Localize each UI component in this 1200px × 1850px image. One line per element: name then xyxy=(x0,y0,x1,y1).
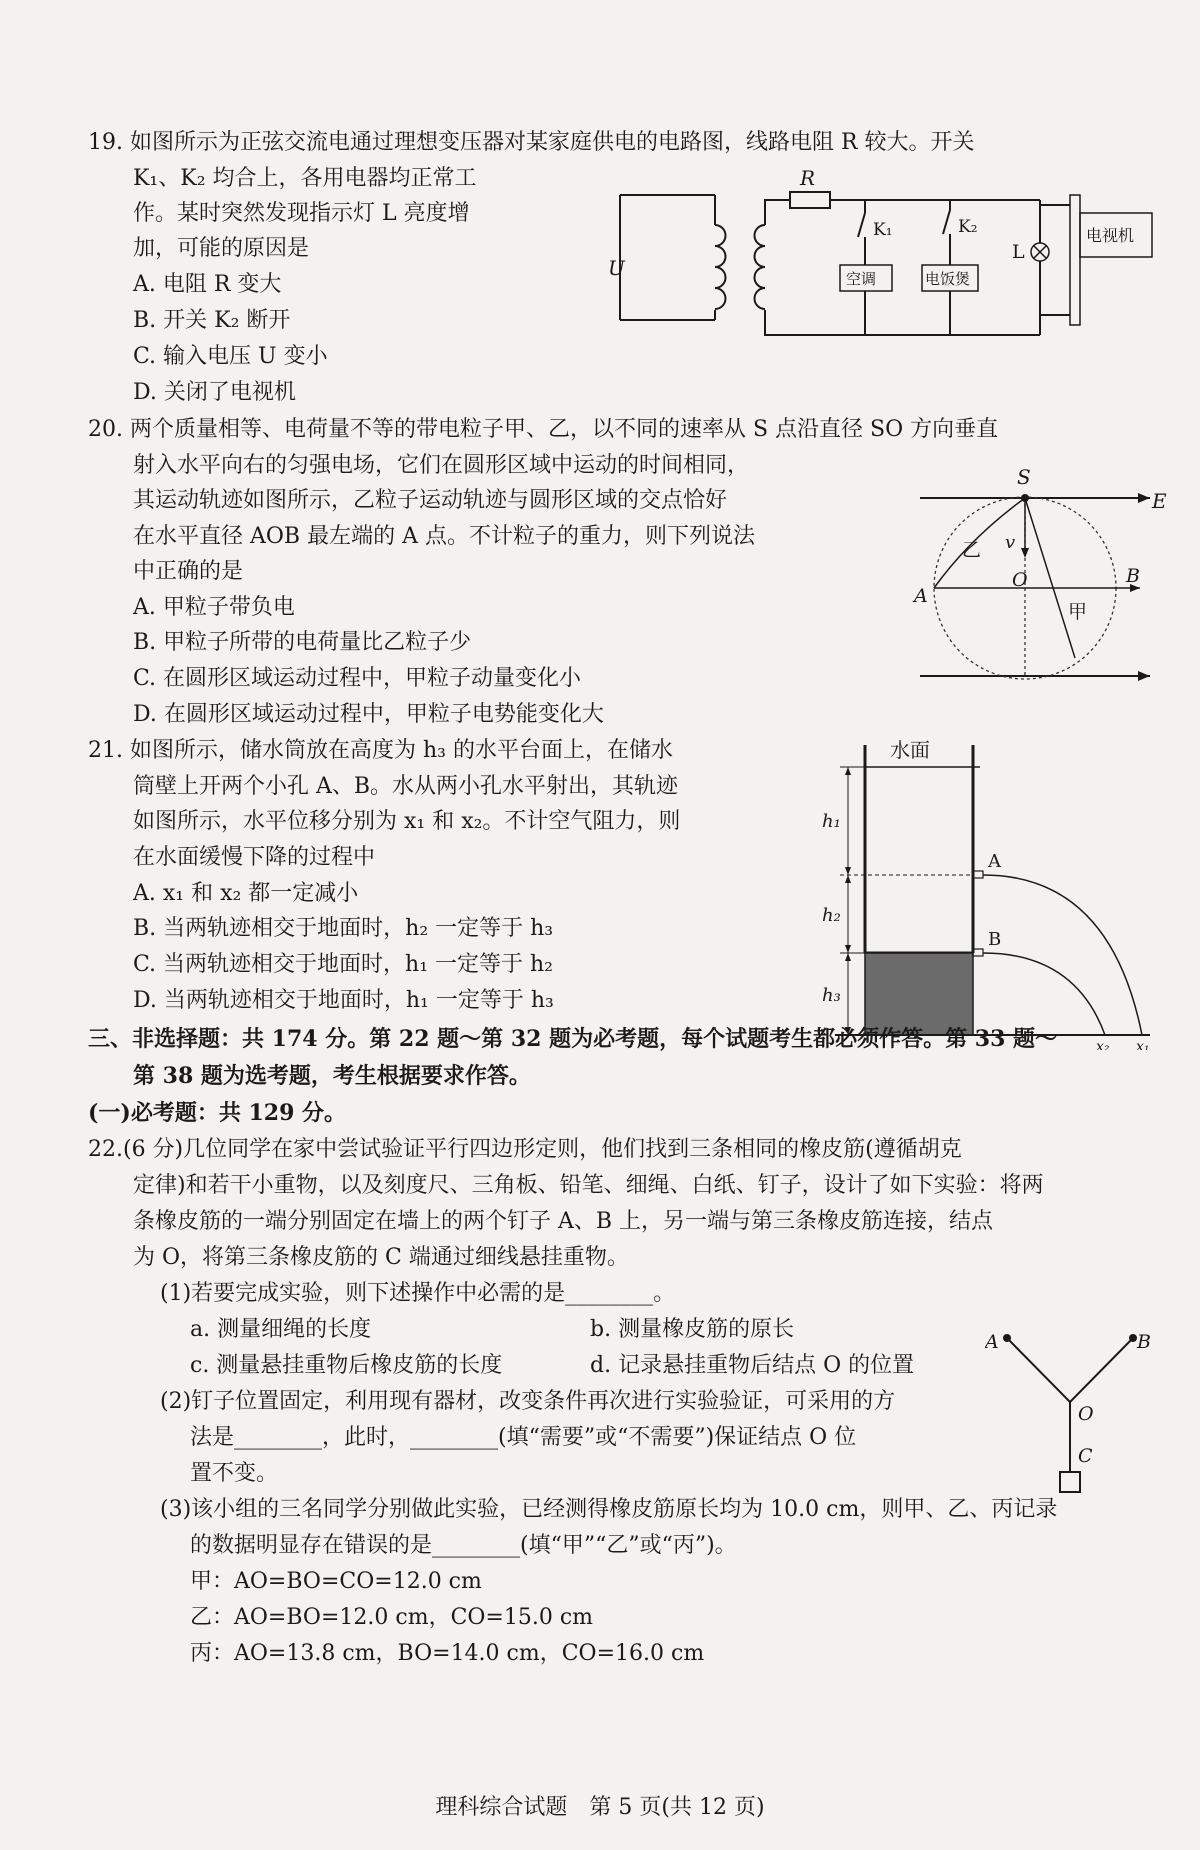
q22-part1-option-b: b. 测量橡皮筋的原长 xyxy=(590,1317,795,1342)
q19-line-1: 19. 如图所示为正弦交流电通过理想变压器对某家庭供电的电路图，线路电阻 R 较大。开关 xyxy=(88,130,975,155)
nail-a xyxy=(1003,1334,1011,1342)
band-ao xyxy=(1007,1338,1070,1402)
label-o: O xyxy=(1012,569,1028,591)
nail-b xyxy=(1129,1334,1137,1342)
q20-line-3: 其运动轨迹如图所示，乙粒子运动轨迹与圆形区域的交点恰好 xyxy=(133,488,728,513)
label-k1: K₁ xyxy=(873,220,893,240)
q19-option-c: C. 输入电压 U 变小 xyxy=(133,344,328,369)
q19-line-2: K₁、K₂ 均合上，各用电器均正常工 xyxy=(133,166,477,191)
q22-part1-option-d: d. 记录悬挂重物后结点 O 的位置 xyxy=(590,1353,915,1378)
q20-field-figure xyxy=(900,458,1180,718)
q21-line-2: 筒壁上开两个小孔 A、B。水从两小孔水平射出，其轨迹 xyxy=(133,774,679,799)
q19-circuit-figure xyxy=(600,165,1160,355)
label-u: U xyxy=(608,256,625,280)
q20-line-4: 在水平直径 AOB 最左端的 A 点。不计粒子的重力，则下列说法 xyxy=(133,524,755,549)
label-x1: x₁ xyxy=(1136,1039,1150,1050)
q22-part1-option-c: c. 测量悬挂重物后橡皮筋的长度 xyxy=(190,1353,503,1378)
label-h1: h₁ xyxy=(822,811,841,832)
band-bo xyxy=(1070,1338,1133,1402)
label-rice-cooker: 电饭煲 xyxy=(925,270,971,288)
page-footer: 理科综合试题 第 5 页(共 12 页) xyxy=(435,1795,765,1820)
label-hole-b: B xyxy=(988,929,1002,950)
q21-option-a: A. x₁ 和 x₂ 都一定减小 xyxy=(133,881,359,906)
q19-option-b: B. 开关 K₂ 断开 xyxy=(133,308,291,333)
q21-option-b: B. 当两轨迹相交于地面时，h₂ 一定等于 h₃ xyxy=(133,916,554,941)
label-air-conditioner: 空调 xyxy=(846,270,877,288)
q22-line-3: 条橡皮筋的一端分别固定在墙上的两个钉子 A、B 上，另一端与第三条橡皮筋连接，结点 xyxy=(133,1209,994,1234)
label-c: C xyxy=(1078,1445,1093,1467)
q21-line-1: 21. 如图所示，储水筒放在高度为 h₃ 的水平台面上，在储水 xyxy=(88,738,673,763)
q19-option-a: A. 电阻 R 变大 xyxy=(133,272,282,297)
q22-part1-option-a: a. 测量细绳的长度 xyxy=(190,1317,372,1342)
weight xyxy=(1060,1472,1080,1492)
q22-part3-line-2: 的数据明显存在错误的是________(填“甲”“乙”或“丙”)。 xyxy=(190,1533,737,1558)
q21-option-c: C. 当两轨迹相交于地面时，h₁ 一定等于 h₂ xyxy=(133,952,553,977)
section3-line-3: (一)必考题：共 129 分。 xyxy=(88,1100,347,1126)
q22-rubber-band-figure xyxy=(985,1320,1155,1510)
q22-line-2: 定律)和若干小重物，以及刻度尺、三角板、铅笔、细绳、白纸、钉子，设计了如下实验：将两 xyxy=(133,1173,1044,1198)
label-water-surface: 水面 xyxy=(890,738,930,762)
switch-k2 xyxy=(943,210,950,234)
q21-option-d: D. 当两轨迹相交于地面时，h₁ 一定等于 h₃ xyxy=(133,988,554,1013)
label-e: E xyxy=(1152,489,1167,513)
q22-part2-line-3: 置不变。 xyxy=(190,1461,279,1486)
q20-option-d: D. 在圆形区域运动过程中，甲粒子电势能变化大 xyxy=(133,702,604,727)
q22-line-4: 为 O，将第三条橡皮筋的 C 端通过细线悬挂重物。 xyxy=(133,1245,629,1270)
q20-option-b: B. 甲粒子所带的电荷量比乙粒子少 xyxy=(133,630,472,655)
label-a: A xyxy=(914,585,928,607)
switch-k1 xyxy=(858,213,865,237)
q22-part3-line-1: (3)该小组的三名同学分别做此实验，已经测得橡皮筋原长均为 10.0 cm，则甲、乙、丙记录 xyxy=(160,1497,1058,1522)
q20-line-5: 中正确的是 xyxy=(133,559,244,584)
q20-option-c: C. 在圆形区域运动过程中，甲粒子动量变化小 xyxy=(133,666,582,691)
label-h2: h₂ xyxy=(822,905,841,926)
primary-coil xyxy=(715,225,726,309)
label-jia: 甲 xyxy=(1068,601,1088,623)
q22-part2-line-2: 法是________，此时，________(填“需要”或“不需要”)保证结点 O 位 xyxy=(190,1425,857,1450)
section3-line-2: 第 38 题为选考题，考生根据要求作答。 xyxy=(133,1063,531,1089)
label-a: A xyxy=(985,1331,999,1353)
label-tv: 电视机 xyxy=(1086,226,1135,245)
q20-line-2: 射入水平向右的匀强电场，它们在圆形区域中运动的时间相同， xyxy=(133,453,750,478)
q22-data-yi: 乙：AO=BO=12.0 cm，CO=15.0 cm xyxy=(190,1605,594,1630)
q19-line-3: 作。某时突然发现指示灯 L 亮度增 xyxy=(133,201,470,226)
q21-line-3: 如图所示，水平位移分别为 x₁ 和 x₂。不计空气阻力，则 xyxy=(133,809,681,834)
platform xyxy=(865,953,973,1035)
q19-option-d: D. 关闭了电视机 xyxy=(133,380,296,405)
trajectory-jia xyxy=(1025,498,1075,658)
q22-data-bing: 丙：AO=13.8 cm，BO=14.0 cm，CO=16.0 cm xyxy=(190,1641,705,1666)
jet-b-trajectory xyxy=(983,953,1105,1035)
label-k2: K₂ xyxy=(958,217,978,237)
label-r: R xyxy=(800,166,816,190)
label-h3: h₃ xyxy=(822,985,841,1006)
q22-part1: (1)若要完成实验，则下述操作中必需的是________。 xyxy=(160,1281,676,1306)
label-v: v xyxy=(1005,532,1016,553)
q21-line-4: 在水面缓慢下降的过程中 xyxy=(133,845,376,870)
section3-line-1: 三、非选择题：共 174 分。第 22 题～第 32 题为必考题，每个试题考生都必须作答。第 33 题～ xyxy=(88,1026,1058,1052)
q20-option-a: A. 甲粒子带负电 xyxy=(133,595,295,620)
secondary-coil xyxy=(755,225,766,309)
label-o: O xyxy=(1078,1403,1094,1425)
label-lamp: L xyxy=(1012,241,1025,263)
resistor-r xyxy=(790,192,830,208)
label-b: B xyxy=(1137,1331,1151,1353)
label-s: S xyxy=(1017,465,1031,489)
q22-part2-line-1: (2)钉子位置固定，利用现有器材，改变条件再次进行实验验证，可采用的方 xyxy=(160,1389,896,1414)
q20-line-1: 20. 两个质量相等、电荷量不等的带电粒子甲、乙，以不同的速率从 S 点沿直径 SO 方向垂直 xyxy=(88,417,999,442)
label-hole-a: A xyxy=(988,851,1001,872)
label-yi: 乙 xyxy=(962,539,982,561)
label-x2: x₂ xyxy=(1096,1039,1110,1050)
q22-data-jia: 甲：AO=BO=CO=12.0 cm xyxy=(190,1569,482,1594)
label-b: B xyxy=(1126,565,1140,587)
q22-line-1: 22.(6 分)几位同学在家中尝试验证平行四边形定则，他们找到三条相同的橡皮筋(遵循胡克 xyxy=(88,1137,962,1162)
q21-water-tank-figure xyxy=(820,735,1160,1050)
q19-line-4: 加，可能的原因是 xyxy=(133,236,310,261)
